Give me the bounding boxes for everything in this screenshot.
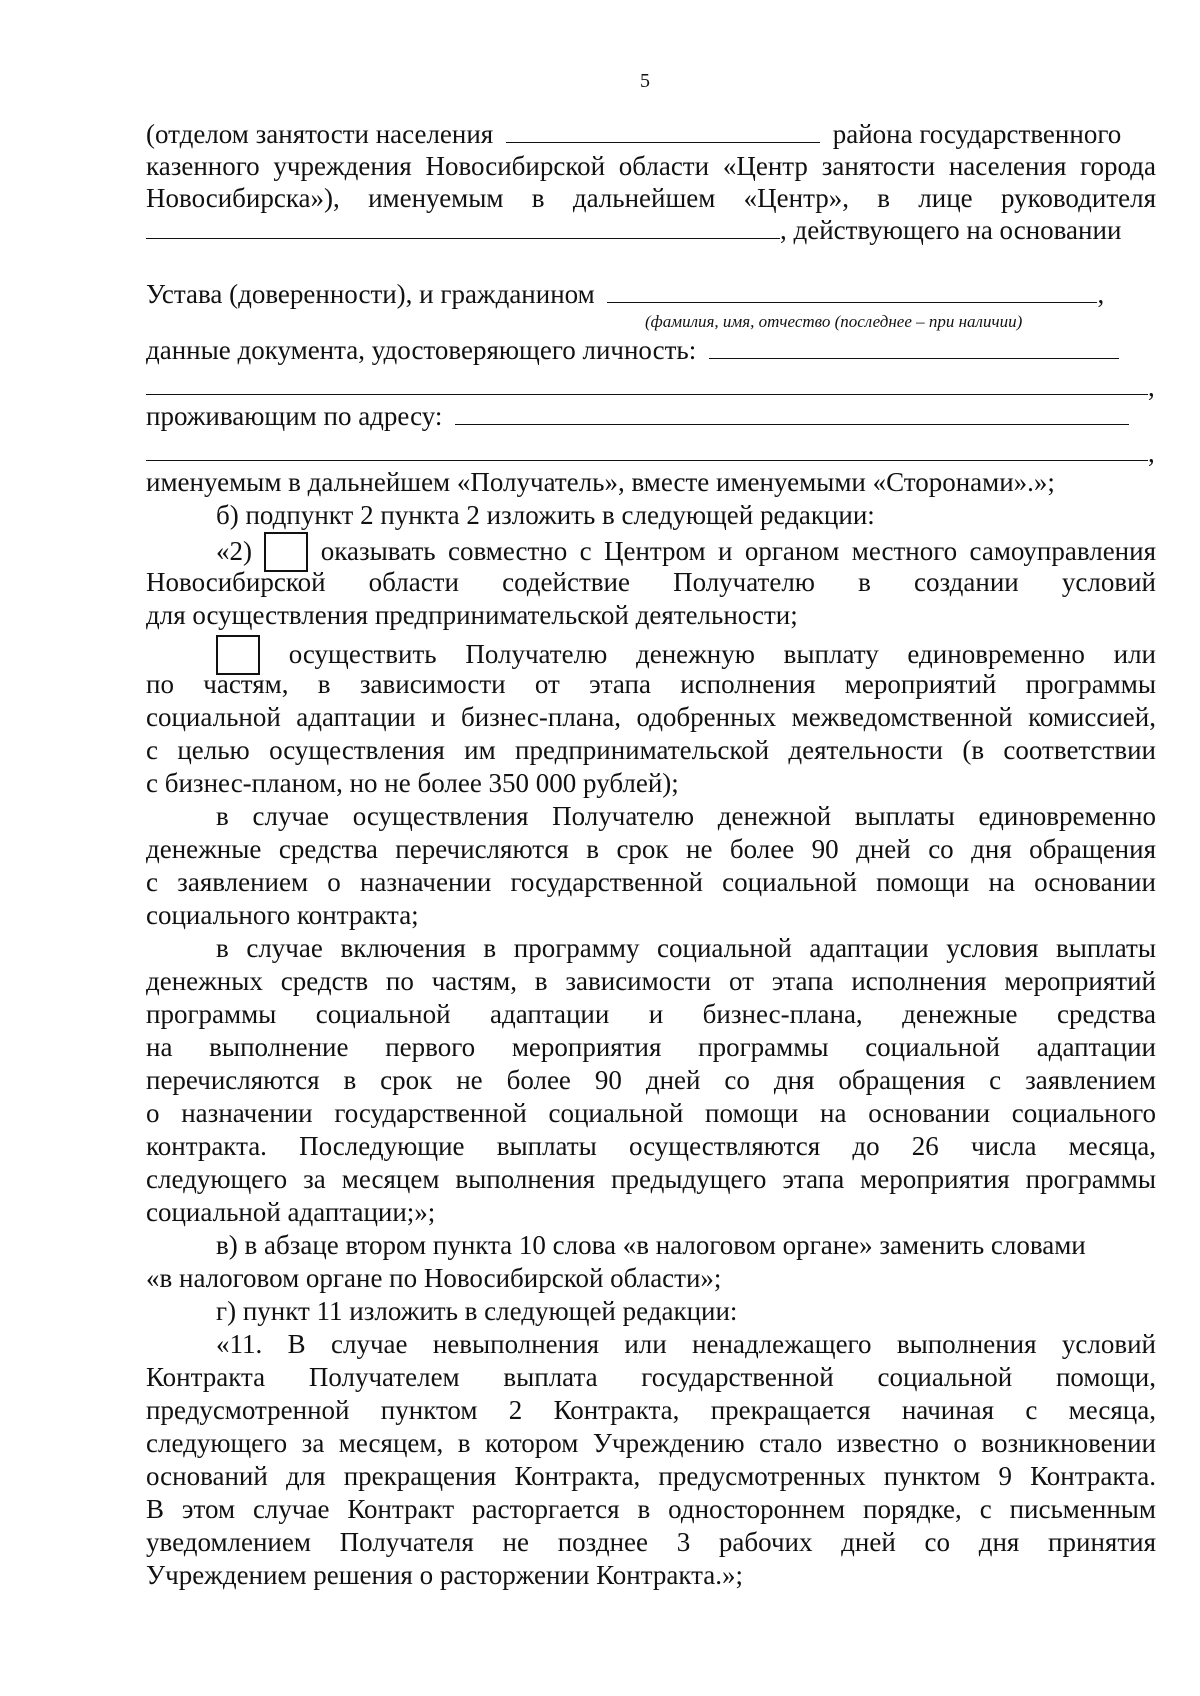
text-line: оснований для прекращения Контракта, предусмотренных пунктом 9 Контракта. [146, 1461, 1156, 1491]
text-line: (отделом занятости населения района государственного [146, 119, 1122, 149]
text-line: Новосибирской области содействие Получателю в создании условий [146, 567, 1156, 597]
text-line: с целью осуществления им предпринимательской деятельности (в соответствии [146, 735, 1156, 765]
text-line: «в налоговом органе по Новосибирской области»; [146, 1263, 722, 1293]
comma: , [1148, 372, 1155, 402]
page-number: 5 [640, 70, 650, 92]
text-line: для осуществления предпринимательской деятельности; [146, 600, 798, 630]
text-line: Учреждением решения о расторжении Контракта.»; [146, 1560, 743, 1590]
text-line: Контракта Получателем выплата государственной социальной помощи, [146, 1362, 1156, 1392]
blank-field-id-document[interactable] [709, 336, 1119, 359]
text-line: в случае осуществления Получателю денежной выплаты единовременно [216, 801, 1156, 831]
field-hint: (фамилия, имя, отчество (последнее – при наличии) [645, 312, 1023, 331]
text-line: социальной адаптации и бизнес-плана, одобренных межведомственной комиссией, [146, 702, 1156, 732]
text-line: проживающим по адресу: [146, 400, 1156, 432]
blank-field-citizen[interactable] [607, 280, 1097, 303]
text-line: Новосибирска»), именуемым в дальнейшем «Центр», в лице руководителя [146, 183, 1156, 213]
blank-field-district[interactable] [506, 120, 820, 143]
text-line: казенного учреждения Новосибирской области «Центр занятости населения города [146, 151, 1156, 181]
text-line: б) подпункт 2 пункта 2 изложить в следующей редакции: [216, 500, 875, 530]
text-line: , действующего на основании [146, 214, 1156, 246]
text-line: уведомлением Получателя не позднее 3 рабочих дней со дня принятия [146, 1527, 1156, 1557]
text-line: в) в абзаце втором пункта 10 слова «в налоговом органе» заменить словами [216, 1230, 1086, 1260]
text-line: следующего за месяцем, в котором Учреждению стало известно о возникновении [146, 1428, 1156, 1458]
text-line: «2) оказывать совместно с Центром и органом местного самоуправления [146, 532, 1156, 572]
text-line: на выполнение первого мероприятия программы социальной адаптации [146, 1032, 1156, 1062]
blank-field-id-document-cont[interactable] [146, 394, 1148, 395]
text-line: в случае включения в программу социальной адаптации условия выплаты [216, 933, 1156, 963]
text-line: осуществить Получателю денежную выплату единовременно или [146, 635, 1156, 675]
text-line: перечисляются в срок не более 90 дней со дня обращения с заявлением [146, 1065, 1156, 1095]
text-line: Устава (доверенности), и гражданином , [146, 279, 1105, 309]
blank-field-address-cont[interactable] [146, 460, 1148, 461]
text-line: о назначении государственной социальной помощи на основании социального [146, 1098, 1156, 1128]
text-line: с заявлением о назначении государственной социальной помощи на основании [146, 867, 1156, 897]
text-line: «11. В случае невыполнения или ненадлежащего выполнения условий [216, 1329, 1156, 1359]
text-line: данные документа, удостоверяющего личность: [146, 334, 1156, 366]
text-line: предусмотренной пунктом 2 Контракта, прекращается начиная с месяца, [146, 1395, 1156, 1425]
text-line: денежных средств по частям, в зависимости от этапа исполнения мероприятий [146, 966, 1156, 996]
text-line: контракта. Последующие выплаты осуществляются до 26 числа месяца, [146, 1131, 1156, 1161]
text-line: В этом случае Контракт расторгается в одностороннем порядке, с письменным [146, 1494, 1156, 1524]
blank-field-head[interactable] [146, 216, 780, 239]
text-line: следующего за месяцем выполнения предыдущего этапа мероприятия программы [146, 1164, 1156, 1194]
blank-field-address[interactable] [455, 402, 1129, 425]
text-line: социальной адаптации;»; [146, 1197, 436, 1227]
text-line: по частям, в зависимости от этапа исполнения мероприятий программы [146, 669, 1156, 699]
text-line: денежные средства перечисляются в срок не более 90 дней со дня обращения [146, 834, 1156, 864]
text-line: именуемым в дальнейшем «Получатель», вместе именуемыми «Сторонами».»; [146, 467, 1055, 497]
text-line: г) пункт 11 изложить в следующей редакции: [216, 1296, 738, 1326]
comma: , [1148, 438, 1155, 468]
text-line: программы социальной адаптации и бизнес-плана, денежные средства [146, 999, 1156, 1029]
text-line: с бизнес-планом, но не более 350 000 рублей); [146, 768, 679, 798]
text-line: социального контракта; [146, 900, 419, 930]
